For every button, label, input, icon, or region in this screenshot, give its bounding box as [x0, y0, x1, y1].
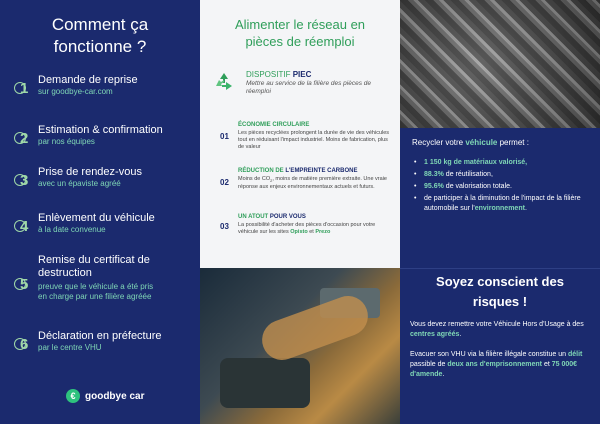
list-item: • 88.3% de réutilisation, [414, 170, 594, 180]
step-title: Enlèvement du véhicule [38, 212, 155, 224]
panel-divider [400, 268, 600, 269]
risks-title: Soyez conscient des risques ! [436, 274, 564, 309]
step-subtitle: avec un épaviste agréé [38, 179, 121, 188]
step-subtitle: preuve que le véhicule a été pris en charge par une filière agréée [38, 282, 154, 301]
list-item: • 1 150 kg de matériaux valorisé, [414, 158, 594, 168]
step-2: 2 Estimation & confirmation par nos équipes [6, 124, 198, 164]
benefit-item-2: 02 RÉDUCTION DE L'EMPREINTE CARBONE Moins de $CO_2$, moins de matière première extraite. Une vraie réponse aux enjeux environnementaux actuels et futurs. [220, 168, 387, 191]
piec-subtitle: Mettre au service de la filière des pièces de réemploi [246, 80, 372, 95]
step-subtitle: sur goodbye-car.com [38, 87, 113, 96]
step-subtitle: à la date convenue [38, 225, 106, 234]
recycling-benefits-panel: Recycler votre véhicule permet : • 1 150 kg de matériaux valorisé, • 88.3% de réutilisation, • 95.6% de valorisation totale. • de participer à la diminution de l'impact de la filière automobile sur l'environnement. [400, 128, 600, 268]
step-5: 5 Remise du certificat de destruction preuve que le véhicule a été pris en charge par une filière agréée [6, 254, 198, 310]
benefit-item-3: 03 UN ATOUT POUR VOUS La possibilité d'acheter des pièces d'occasion pour votre véhicule sur les sites Opisto et Prezo [220, 214, 376, 235]
scrap-cars-photo [400, 0, 600, 128]
recycle-icon [212, 70, 236, 94]
mechanic-hands-photo [200, 268, 400, 424]
step-title: Demande de reprise [38, 74, 138, 86]
step-title: Prise de rendez-vous [38, 166, 142, 178]
risks-paragraph-2: Evacuer son VHU via la filière illégale constitue un délit passible de deux ans d'emprisonnement et 75 000€ d'amende. [410, 351, 583, 378]
benefit-item-1: 01 ÉCONOMIE CIRCULAIRE Les pièces recyclées prolongent la durée de vie des véhicules tout en réduisant l'impact industriel. Moins de fabrication, plus de valeur [220, 122, 390, 150]
goodbye-car-logo: € goodbye car [66, 386, 144, 406]
reuse-parts-panel [200, 0, 400, 268]
benefits-list [414, 158, 594, 216]
step-subtitle: par le centre VHU [38, 343, 102, 352]
step-title: Remise du certificat de destruction [38, 254, 150, 279]
list-item: • 95.6% de valorisation totale. [414, 182, 594, 192]
step-title: Déclaration en préfecture [38, 330, 162, 342]
reuse-parts-title: Alimenter le réseau en pièces de réemploi [234, 17, 366, 49]
step-3: 3 Prise de rendez-vous avec un épaviste agréé [6, 166, 198, 206]
logo-icon: € [66, 389, 80, 403]
step-1: 1 Demande de reprise sur goodbye-car.com [6, 74, 198, 114]
list-item: • de participer à la diminution de l'impact de la filière automobile sur l'environnement. [414, 194, 594, 214]
risks-panel [400, 268, 600, 424]
step-subtitle: par nos équipes [38, 137, 95, 146]
risks-paragraph-1: Vous devez remettre votre Véhicule Hors d'Usage à des centres agréés. [410, 321, 584, 338]
step-6: 6 Déclaration en préfecture par le centre VHU [6, 330, 198, 370]
piec-label: DISPOSITIF PIEC [246, 70, 312, 79]
how-it-works-title: Comment ça fonctionne ? [51, 15, 149, 56]
how-it-works-panel [0, 0, 200, 424]
step-title: Estimation & confirmation [38, 124, 163, 136]
step-4: 4 Enlèvement du véhicule à la date convenue [6, 212, 198, 252]
